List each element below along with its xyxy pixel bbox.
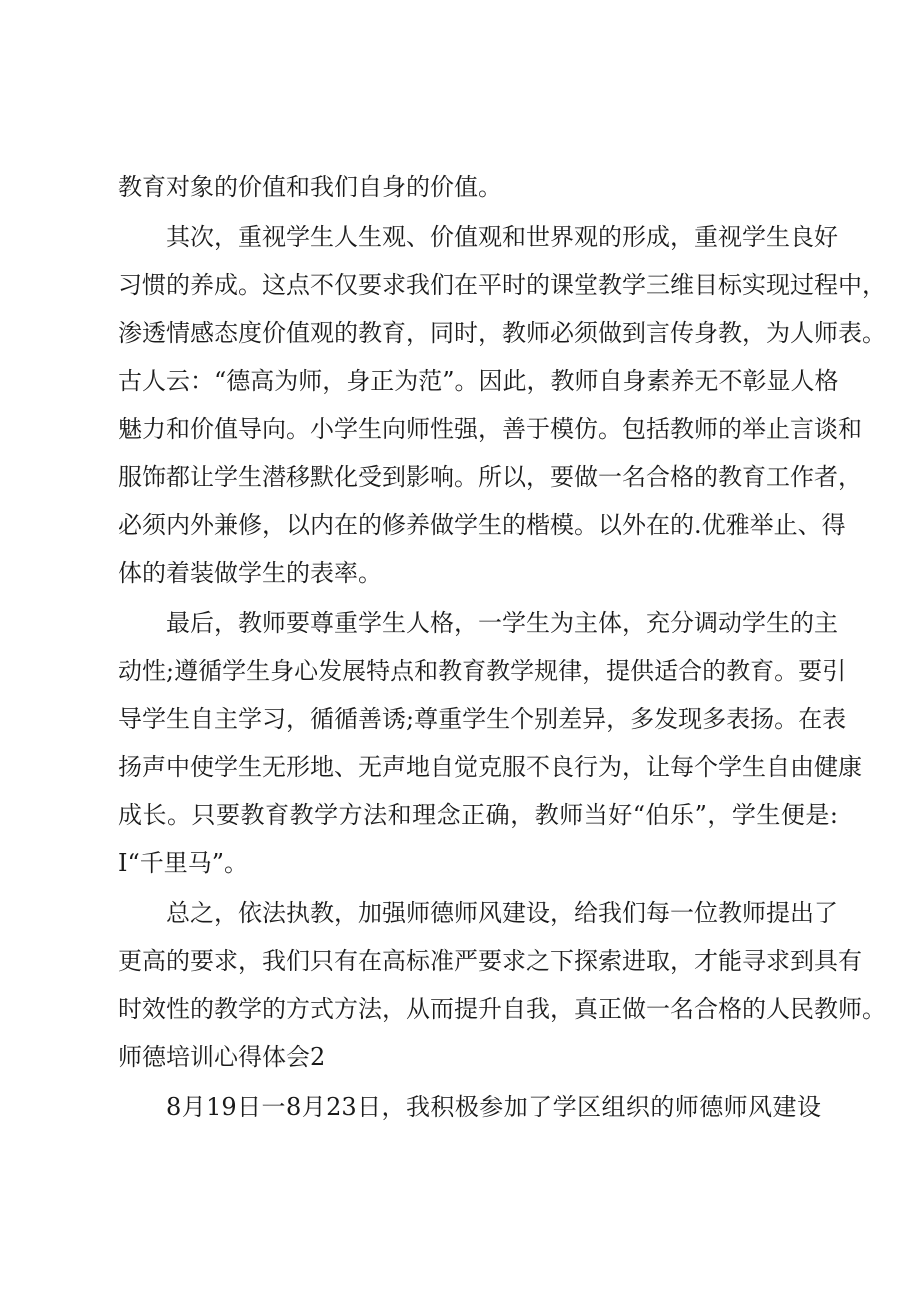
text-line: 习惯的养成。这点不仅要求我们在平时的课堂教学三维目标实现过程中， [118,271,886,299]
text-line: I“千里马”。 [118,849,249,877]
text-line: 动性;遵循学生身心发展特点和教育教学规律，提供适合的教育。要引 [118,657,847,685]
text-line: 必须内外兼修，以内在的修养做学生的楷模。以外在的.优雅举止、得 [118,511,846,539]
text-line: 时效性的教学的方式方法，从而提升自我，真正做一名合格的人民教师。 [118,995,886,1023]
section-heading: 师德培训心得体会2 [118,1043,326,1071]
text-line: 服饰都让学生潜移默化受到影响。所以，要做一名合格的教育工作者， [118,463,862,491]
paragraph-start-line: 最后，教师要尊重学生人格，一学生为主体，充分调动学生的主 [166,609,838,637]
text-line: 导学生自主学习，循循善诱;尊重学生个别差异，多发现多表扬。在表 [118,705,847,733]
text-line: 更高的要求，我们只有在高标准严要求之下探索进取，才能寻求到具有 [118,947,862,975]
text-line: 教育对象的价值和我们自身的价值。 [118,173,502,201]
text-line: 成长。只要教育教学方法和理念正确，教师当好“伯乐”，学生便是: [118,801,838,829]
text-line: 魅力和价值导向。小学生向师性强，善于模仿。包括教师的举止言谈和 [118,415,862,443]
paragraph-start-line: 总之，依法执教，加强师德师风建设，给我们每一位教师提出了 [166,899,838,927]
text-line: 渗透情感态度价值观的教育，同时，教师必须做到言传身教，为人师表。 [118,319,886,347]
text-line: 古人云：“德高为师，身正为范”。因此，教师自身素养无不彰显人格 [118,367,839,395]
paragraph-start-line: 其次，重视学生人生观、价值观和世界观的形成，重视学生良好 [166,223,838,251]
text-line: 体的着装做学生的表率。 [118,559,382,587]
text-line: 扬声中使学生无形地、无声地自觉克服不良行为，让每个学生自由健康 [118,753,862,781]
paragraph-start-line: 8月19日一8月23日，我积极参加了学区组织的师德师风建设 [166,1093,821,1121]
